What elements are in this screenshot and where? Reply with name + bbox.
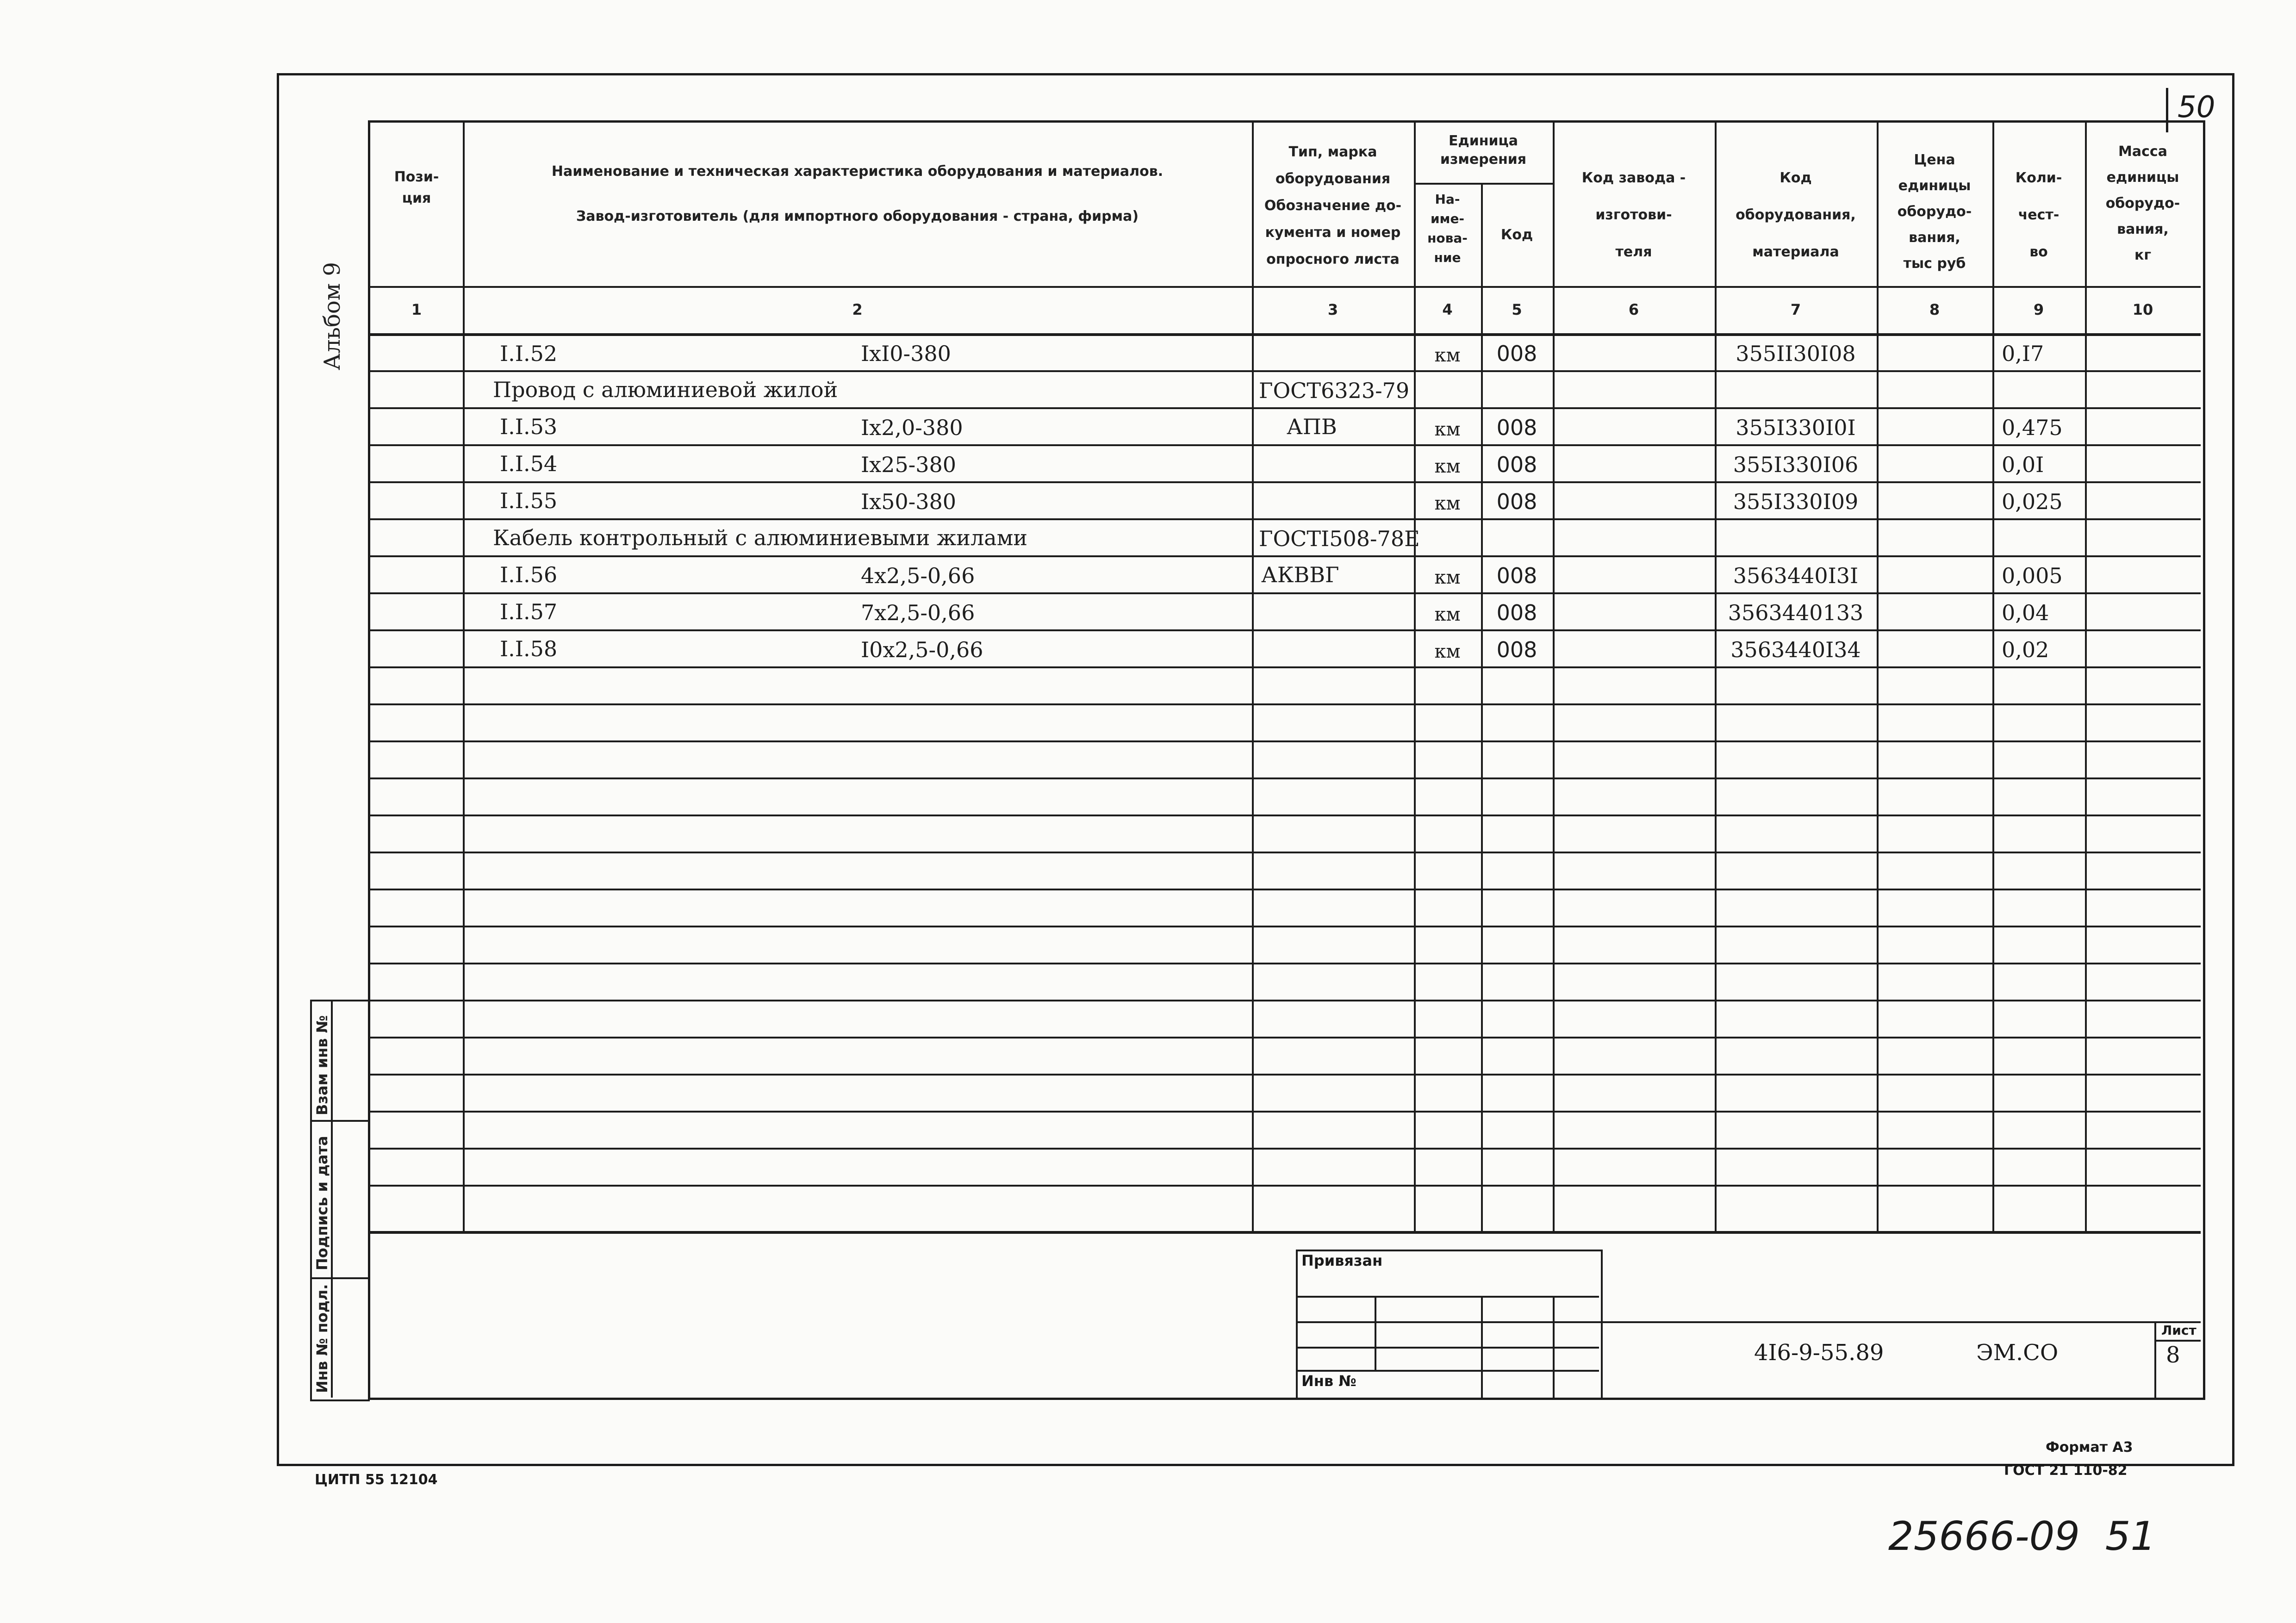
row-spec: Ix25-380 (861, 452, 956, 477)
col-line (1252, 120, 1254, 1231)
col-line (1992, 120, 1994, 1231)
row-position: I.I.53 (500, 414, 558, 439)
col-line (1553, 120, 1555, 1231)
inv-no-label: Инв № (1301, 1372, 1356, 1390)
row-code: 008 (1496, 452, 1537, 477)
side-stamp-divider (331, 1000, 333, 1398)
header-equipment-code: Код оборудования, материала (1736, 170, 1856, 260)
row-code: 008 (1496, 415, 1537, 440)
row-quantity: 0,005 (2002, 563, 2063, 588)
col-line (2085, 120, 2087, 1231)
row-line (368, 777, 2201, 779)
row-equipment-code: 355I330I06 (1733, 452, 1859, 477)
side-podpis: Подпись и дата (313, 1136, 331, 1270)
row-position: I.I.58 (500, 636, 558, 661)
privyazan-col (1375, 1296, 1376, 1370)
unit-split-line (1414, 183, 1553, 185)
row-spec: IxI0-380 (861, 341, 951, 366)
col-number: 3 (1327, 301, 1338, 318)
row-spec: Ix50-380 (861, 489, 956, 514)
row-code: 008 (1496, 637, 1537, 662)
side-vzam: Взам инв № (313, 1015, 331, 1115)
album-label: Альбом 9 (319, 262, 345, 370)
col-number: 8 (1929, 301, 1940, 318)
row-line (368, 1185, 2201, 1187)
row-position: I.I.54 (500, 451, 558, 476)
header-name-line1: Наименование и техническая характеристика оборудования и материалов. (551, 163, 1164, 180)
side-stamp-line (310, 1120, 368, 1122)
row-position: I.I.55 (500, 488, 558, 513)
row-line (368, 963, 2201, 964)
citp-label: ЦИТП 55 12104 (315, 1472, 438, 1488)
col-number: 6 (1628, 301, 1639, 318)
col-number: 4 (1442, 301, 1453, 318)
header-factory-code: Код завода - изготови- теля (1581, 170, 1686, 260)
doc-code: ЭМ.СО (1976, 1340, 2059, 1366)
privyazan-label: Привязан (1301, 1252, 1383, 1269)
row-unit: км (1434, 641, 1461, 662)
row-quantity: 0,I7 (2002, 341, 2044, 366)
row-line (368, 889, 2201, 890)
header-unit-name: На- име- нова- ние (1427, 192, 1468, 265)
row-spec: I0x2,5-0,66 (861, 637, 983, 662)
row-equipment-code: 355I330I09 (1733, 489, 1859, 514)
row-line (368, 629, 2201, 631)
header-bottom-line (368, 286, 2201, 288)
row-equipment-code: 3563440I3I (1733, 563, 1859, 588)
row-equipment-code: 355II30I08 (1736, 341, 1856, 366)
row-unit: км (1434, 419, 1461, 440)
row-line (368, 1111, 2201, 1113)
row-type: ГОСТ6323-79 (1259, 378, 1410, 403)
privyazan-col (1553, 1296, 1555, 1398)
page-number: 50 (2178, 90, 2215, 124)
side-stamp-line (310, 1277, 368, 1279)
header-mass: Масса единицы оборудо- вания, кг (2105, 143, 2180, 263)
row-unit: км (1434, 567, 1461, 588)
row-line (368, 407, 2201, 409)
row-line (368, 1037, 2201, 1038)
colnum-bottom-line (368, 333, 2201, 336)
row-line (368, 444, 2201, 446)
row-line (368, 815, 2201, 816)
row-line (368, 1000, 2201, 1001)
side-inv-podl: Инв № подл. (313, 1284, 331, 1393)
row-code: 008 (1496, 563, 1537, 588)
row-line (368, 1148, 2201, 1150)
format-label: Формат А3 (2046, 1439, 2133, 1455)
header-quantity: Коли- чест- во (2015, 170, 2062, 260)
row-line (368, 926, 2201, 927)
row-position: I.I.56 (500, 562, 558, 587)
sheet-line (2154, 1340, 2201, 1342)
sheet-col (2154, 1321, 2156, 1398)
row-quantity: 0,02 (2002, 637, 2049, 662)
row-unit: км (1434, 604, 1461, 625)
col-line (1877, 120, 1879, 1231)
header-type: Тип, марка оборудования Обозначение до- кумента и номер опросного листа (1264, 144, 1402, 267)
col-number: 1 (411, 301, 422, 318)
col-number: 5 (1512, 301, 1522, 318)
row-code: 008 (1496, 341, 1537, 366)
row-spec: Ix2,0-380 (861, 415, 963, 440)
row-line (368, 666, 2201, 668)
header-name-line2: Завод-изготовитель (для импортного оборудования - страна, фирма) (576, 208, 1139, 224)
header-price: Цена единицы оборудо- вания, тыс руб (1897, 152, 1972, 272)
privyazan-col (1481, 1296, 1483, 1398)
handwritten-number: 25666-09 51 (1888, 1513, 2156, 1560)
bottom-frame (368, 1231, 2205, 1400)
row-quantity: 0,04 (2002, 600, 2049, 625)
gost-label: ГОСТ 21 110-82 (2004, 1462, 2128, 1479)
row-equipment-code: 3563440I34 (1730, 637, 1861, 662)
row-code: 008 (1496, 600, 1537, 625)
row-name: Провод с алюминиевой жилой (493, 377, 838, 402)
row-code: 008 (1496, 489, 1537, 514)
row-line (368, 481, 2201, 483)
row-line (368, 1074, 2201, 1076)
row-position: I.I.52 (500, 341, 558, 366)
col-line (1715, 120, 1717, 1231)
doc-number: 4I6-9-55.89 (1754, 1340, 1884, 1366)
sheet-number: 8 (2166, 1342, 2180, 1368)
row-quantity: 0,025 (2002, 489, 2063, 514)
row-unit: км (1434, 345, 1461, 366)
row-type: АПВ (1287, 414, 1337, 439)
col-line (1414, 120, 1416, 1231)
row-type: АКВВГ (1261, 562, 1339, 587)
row-equipment-code: 3563440133 (1728, 600, 1864, 625)
row-line (368, 852, 2201, 853)
row-line (368, 703, 2201, 705)
row-line (368, 592, 2201, 594)
col-number: 7 (1790, 301, 1801, 318)
col-line (1481, 183, 1483, 1231)
row-position: I.I.57 (500, 599, 558, 624)
row-quantity: 0,0I (2002, 452, 2044, 477)
header-unit-group: Единица измерения (1440, 133, 1527, 168)
row-line (368, 518, 2201, 520)
row-type: ГОСТI508-78Е (1259, 526, 1420, 551)
col-line (463, 120, 465, 1231)
col-number: 9 (2033, 301, 2044, 318)
col-number: 2 (852, 301, 863, 318)
row-spec: 7x2,5-0,66 (861, 600, 975, 625)
row-line (368, 370, 2201, 372)
row-equipment-code: 355I330I0I (1736, 415, 1856, 440)
header-position: Пози- ция (394, 169, 439, 206)
row-spec: 4x2,5-0,66 (861, 563, 975, 588)
row-name: Кабель контрольный с алюминиевыми жилами (493, 525, 1028, 550)
col-number: 10 (2132, 301, 2153, 318)
row-quantity: 0,475 (2002, 415, 2063, 440)
row-line (368, 555, 2201, 557)
header-unit-code: Код (1500, 227, 1533, 243)
sheet-label: Лист (2161, 1323, 2196, 1338)
row-unit: км (1434, 493, 1461, 514)
row-unit: км (1434, 456, 1461, 477)
title-top-line (1599, 1321, 2201, 1323)
row-line (368, 740, 2201, 742)
